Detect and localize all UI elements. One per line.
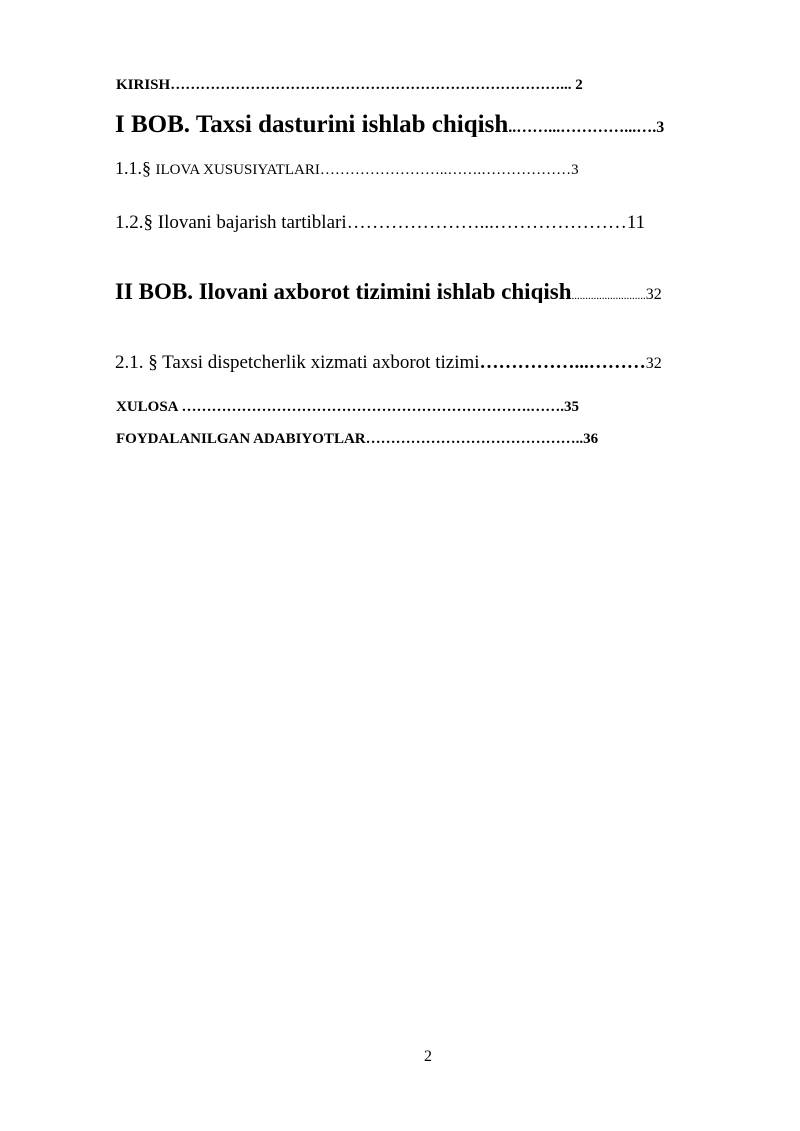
toc-entry-section-1-2[interactable] — [115, 213, 645, 232]
toc-entry-leader: …………………………………….. — [365, 432, 584, 447]
toc-entry-section-2-1[interactable] — [115, 353, 662, 372]
toc-entry-page: 11 — [626, 213, 646, 232]
toc-entry-leader: ……………...……… — [479, 353, 646, 372]
toc-entry-title: 2.1. § Taxsi dispetcherlik xizmati axborot tizimi — [115, 353, 480, 372]
toc-entry-title: I BOB. Taxsi dasturini ishlab chiqish — [115, 112, 509, 137]
toc-entry-leader: ..……...…………...…. — [508, 119, 657, 136]
toc-entry-bob2[interactable] — [115, 280, 662, 303]
toc-entry-title: FOYDALANILGAN ADABIYOTLAR — [116, 432, 366, 447]
toc-entry-page: 35 — [563, 400, 579, 415]
toc-entry-page: 2 — [571, 78, 583, 93]
toc-entry-bob1[interactable] — [115, 112, 664, 137]
toc-entry-leader: …………………………………………………………….……. — [181, 400, 564, 415]
toc-entry-title: II BOB. Ilovani axborot tizimini ishlab chiqish — [115, 280, 572, 303]
toc-entry-title: 1.2.§ Ilovani bajarish tartiblari — [115, 213, 347, 232]
page-number: 2 — [424, 1048, 432, 1065]
toc-entry-page: 3 — [571, 162, 579, 178]
toc-entry-title: ILOVA XUSUSIYATLARI — [155, 162, 320, 178]
toc-entry-foydalanilgan-adabiyotlar[interactable] — [116, 432, 598, 447]
toc-entry-section-1-1[interactable] — [115, 159, 579, 178]
toc-entry-number: 1.1.§ — [115, 159, 156, 178]
toc-entry-page: 32 — [645, 286, 662, 303]
toc-entry-leader: ........................... — [571, 290, 646, 302]
toc-entry-page: 3 — [656, 119, 665, 136]
toc-entry-leader: ……………………..…….……………… — [319, 162, 572, 178]
toc-entry-kirish[interactable] — [116, 78, 583, 93]
toc-entry-title: KIRISH — [116, 78, 171, 93]
toc-entry-xulosa[interactable] — [116, 400, 579, 415]
toc-entry-leader: ……………………………………………………………………... — [170, 78, 572, 93]
toc-entry-page: 32 — [645, 355, 662, 372]
toc-entry-leader: …………………...………………… — [346, 213, 627, 232]
toc-entry-title: XULOSA — [116, 400, 182, 415]
toc-entry-page: 36 — [583, 432, 599, 447]
